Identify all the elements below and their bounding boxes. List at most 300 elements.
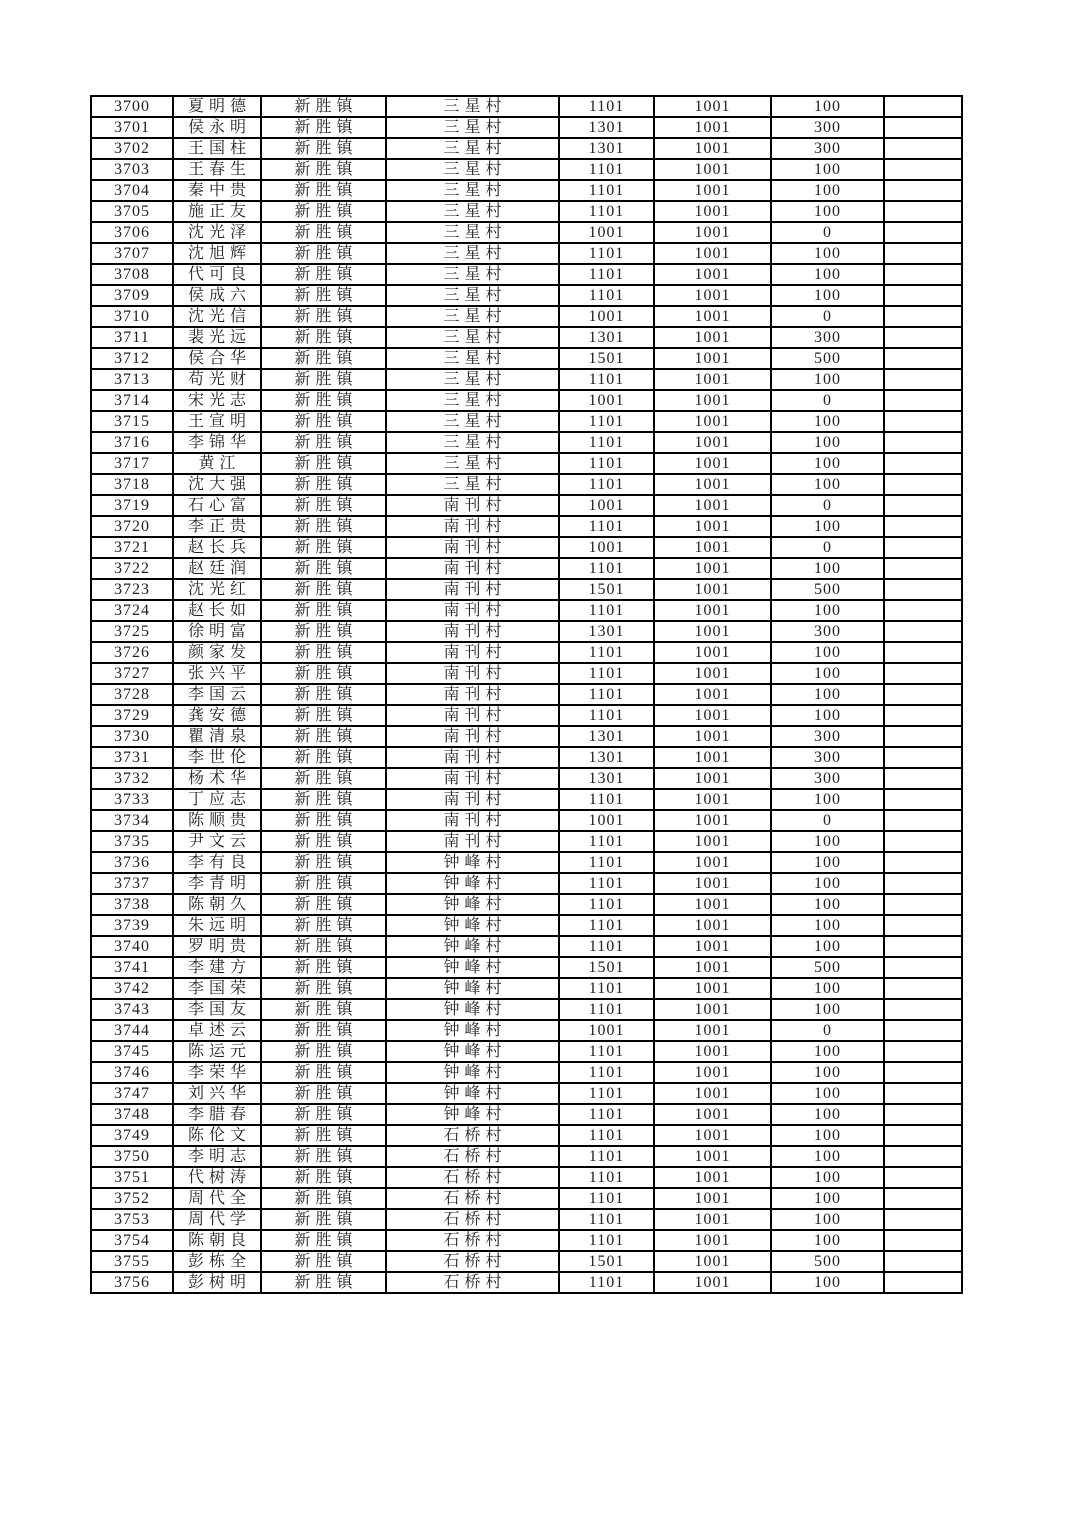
cell-blank [884, 789, 962, 810]
table-row [91, 1083, 962, 1104]
cell-index: 3713 [91, 369, 173, 390]
cell-amount-1: 1501 [559, 957, 654, 978]
cell-amount-1: 1001 [559, 222, 654, 243]
table-row [91, 1020, 962, 1041]
cell-town: 新胜镇 [261, 873, 386, 894]
cell-village: 三星村 [386, 369, 559, 390]
cell-index: 3734 [91, 810, 173, 831]
cell-blank [884, 642, 962, 663]
cell-index: 3717 [91, 453, 173, 474]
cell-amount-1: 1501 [559, 1251, 654, 1272]
table-row [91, 957, 962, 978]
table-row [91, 495, 962, 516]
cell-village: 南刊村 [386, 621, 559, 642]
cell-amount-1: 1101 [559, 1062, 654, 1083]
table-row [91, 1230, 962, 1251]
cell-index: 3756 [91, 1272, 173, 1293]
cell-name: 夏明德 [173, 96, 261, 117]
table-row [91, 222, 962, 243]
cell-town: 新胜镇 [261, 768, 386, 789]
cell-amount-2: 1001 [654, 621, 771, 642]
cell-name: 施正友 [173, 201, 261, 222]
cell-blank [884, 1062, 962, 1083]
cell-name: 彭树明 [173, 1272, 261, 1293]
cell-village: 石桥村 [386, 1230, 559, 1251]
cell-village: 钟峰村 [386, 915, 559, 936]
table-row [91, 663, 962, 684]
cell-village: 三星村 [386, 243, 559, 264]
cell-name: 王宣明 [173, 411, 261, 432]
cell-village: 钟峰村 [386, 1062, 559, 1083]
cell-village: 石桥村 [386, 1146, 559, 1167]
cell-amount-1: 1101 [559, 558, 654, 579]
roster-table [90, 95, 963, 1294]
table-row [91, 852, 962, 873]
cell-blank [884, 390, 962, 411]
cell-town: 新胜镇 [261, 999, 386, 1020]
cell-amount-2: 1001 [654, 306, 771, 327]
cell-name: 陈朝久 [173, 894, 261, 915]
cell-amount-2: 1001 [654, 978, 771, 999]
cell-town: 新胜镇 [261, 411, 386, 432]
cell-village: 石桥村 [386, 1125, 559, 1146]
cell-index: 3702 [91, 138, 173, 159]
cell-town: 新胜镇 [261, 180, 386, 201]
cell-village: 石桥村 [386, 1167, 559, 1188]
cell-name: 沈光红 [173, 579, 261, 600]
cell-blank [884, 1104, 962, 1125]
table-row [91, 180, 962, 201]
cell-village: 南刊村 [386, 600, 559, 621]
cell-index: 3701 [91, 117, 173, 138]
cell-town: 新胜镇 [261, 474, 386, 495]
cell-blank [884, 684, 962, 705]
cell-name: 尹文云 [173, 831, 261, 852]
cell-index: 3712 [91, 348, 173, 369]
table-row [91, 369, 962, 390]
cell-index: 3749 [91, 1125, 173, 1146]
table-row [91, 516, 962, 537]
cell-village: 南刊村 [386, 558, 559, 579]
cell-name: 颜家发 [173, 642, 261, 663]
cell-town: 新胜镇 [261, 579, 386, 600]
cell-town: 新胜镇 [261, 201, 386, 222]
cell-index: 3739 [91, 915, 173, 936]
cell-blank [884, 1083, 962, 1104]
cell-town: 新胜镇 [261, 894, 386, 915]
cell-village: 南刊村 [386, 642, 559, 663]
cell-amount-3: 100 [771, 978, 884, 999]
cell-blank [884, 1188, 962, 1209]
cell-index: 3723 [91, 579, 173, 600]
cell-amount-1: 1101 [559, 1188, 654, 1209]
table-row [91, 810, 962, 831]
cell-name: 李腊春 [173, 1104, 261, 1125]
cell-blank [884, 852, 962, 873]
cell-amount-2: 1001 [654, 642, 771, 663]
table-row [91, 621, 962, 642]
cell-amount-1: 1101 [559, 1041, 654, 1062]
cell-amount-3: 100 [771, 831, 884, 852]
cell-name: 黄江 [173, 453, 261, 474]
cell-amount-3: 100 [771, 663, 884, 684]
cell-amount-1: 1001 [559, 495, 654, 516]
cell-village: 三星村 [386, 159, 559, 180]
table-row [91, 684, 962, 705]
table-row [91, 243, 962, 264]
cell-amount-1: 1101 [559, 915, 654, 936]
cell-index: 3741 [91, 957, 173, 978]
cell-village: 三星村 [386, 411, 559, 432]
cell-name: 卓述云 [173, 1020, 261, 1041]
cell-index: 3742 [91, 978, 173, 999]
cell-index: 3748 [91, 1104, 173, 1125]
cell-amount-2: 1001 [654, 159, 771, 180]
cell-index: 3719 [91, 495, 173, 516]
cell-town: 新胜镇 [261, 915, 386, 936]
cell-amount-1: 1101 [559, 600, 654, 621]
cell-name: 彭栋全 [173, 1251, 261, 1272]
cell-town: 新胜镇 [261, 663, 386, 684]
cell-blank [884, 138, 962, 159]
cell-name: 陈朝良 [173, 1230, 261, 1251]
cell-name: 沈旭辉 [173, 243, 261, 264]
cell-amount-3: 0 [771, 390, 884, 411]
cell-village: 南刊村 [386, 579, 559, 600]
cell-village: 南刊村 [386, 789, 559, 810]
cell-amount-2: 1001 [654, 1230, 771, 1251]
cell-name: 侯永明 [173, 117, 261, 138]
cell-name: 杨术华 [173, 768, 261, 789]
cell-amount-1: 1301 [559, 138, 654, 159]
cell-amount-2: 1001 [654, 810, 771, 831]
cell-village: 三星村 [386, 348, 559, 369]
cell-amount-2: 1001 [654, 411, 771, 432]
cell-town: 新胜镇 [261, 1251, 386, 1272]
cell-blank [884, 369, 962, 390]
cell-blank [884, 936, 962, 957]
cell-amount-2: 1001 [654, 537, 771, 558]
cell-amount-1: 1001 [559, 810, 654, 831]
table-row [91, 831, 962, 852]
cell-village: 三星村 [386, 117, 559, 138]
cell-amount-2: 1001 [654, 453, 771, 474]
cell-town: 新胜镇 [261, 600, 386, 621]
cell-index: 3751 [91, 1167, 173, 1188]
cell-name: 赵长如 [173, 600, 261, 621]
cell-town: 新胜镇 [261, 432, 386, 453]
cell-village: 钟峰村 [386, 1104, 559, 1125]
cell-amount-3: 100 [771, 789, 884, 810]
cell-amount-3: 300 [771, 726, 884, 747]
cell-blank [884, 1020, 962, 1041]
cell-village: 三星村 [386, 306, 559, 327]
cell-name: 李青明 [173, 873, 261, 894]
cell-amount-3: 0 [771, 537, 884, 558]
cell-amount-3: 100 [771, 201, 884, 222]
cell-blank [884, 537, 962, 558]
cell-blank [884, 600, 962, 621]
cell-amount-3: 100 [771, 915, 884, 936]
cell-town: 新胜镇 [261, 1041, 386, 1062]
cell-amount-2: 1001 [654, 117, 771, 138]
cell-village: 钟峰村 [386, 999, 559, 1020]
cell-index: 3704 [91, 180, 173, 201]
cell-amount-1: 1301 [559, 327, 654, 348]
cell-blank [884, 1041, 962, 1062]
cell-name: 李正贵 [173, 516, 261, 537]
cell-name: 陈运元 [173, 1041, 261, 1062]
cell-amount-1: 1101 [559, 201, 654, 222]
cell-village: 三星村 [386, 264, 559, 285]
cell-town: 新胜镇 [261, 222, 386, 243]
cell-name: 李荣华 [173, 1062, 261, 1083]
cell-amount-2: 1001 [654, 1209, 771, 1230]
cell-village: 钟峰村 [386, 1083, 559, 1104]
cell-index: 3737 [91, 873, 173, 894]
cell-blank [884, 453, 962, 474]
cell-amount-3: 100 [771, 999, 884, 1020]
cell-name: 苟光财 [173, 369, 261, 390]
cell-index: 3720 [91, 516, 173, 537]
cell-amount-3: 100 [771, 894, 884, 915]
table-row [91, 1167, 962, 1188]
cell-amount-3: 100 [771, 180, 884, 201]
cell-blank [884, 201, 962, 222]
cell-amount-2: 1001 [654, 1167, 771, 1188]
cell-amount-3: 100 [771, 1188, 884, 1209]
cell-index: 3747 [91, 1083, 173, 1104]
cell-town: 新胜镇 [261, 558, 386, 579]
table-row [91, 978, 962, 999]
cell-blank [884, 1167, 962, 1188]
cell-town: 新胜镇 [261, 243, 386, 264]
cell-blank [884, 411, 962, 432]
cell-amount-3: 100 [771, 873, 884, 894]
cell-town: 新胜镇 [261, 621, 386, 642]
cell-amount-1: 1101 [559, 285, 654, 306]
cell-amount-2: 1001 [654, 138, 771, 159]
cell-blank [884, 1125, 962, 1146]
cell-amount-2: 1001 [654, 201, 771, 222]
cell-town: 新胜镇 [261, 1104, 386, 1125]
cell-amount-3: 300 [771, 138, 884, 159]
cell-blank [884, 831, 962, 852]
cell-amount-2: 1001 [654, 327, 771, 348]
cell-index: 3744 [91, 1020, 173, 1041]
table-row [91, 726, 962, 747]
cell-name: 张兴平 [173, 663, 261, 684]
cell-amount-3: 100 [771, 432, 884, 453]
cell-amount-1: 1101 [559, 642, 654, 663]
table-row [91, 789, 962, 810]
cell-village: 石桥村 [386, 1251, 559, 1272]
cell-village: 钟峰村 [386, 1020, 559, 1041]
cell-village: 南刊村 [386, 726, 559, 747]
table-row [91, 747, 962, 768]
cell-amount-3: 100 [771, 1209, 884, 1230]
cell-index: 3706 [91, 222, 173, 243]
cell-index: 3726 [91, 642, 173, 663]
cell-amount-3: 100 [771, 369, 884, 390]
cell-name: 石心富 [173, 495, 261, 516]
cell-blank [884, 474, 962, 495]
cell-blank [884, 999, 962, 1020]
cell-blank [884, 705, 962, 726]
cell-amount-3: 500 [771, 957, 884, 978]
cell-blank [884, 264, 962, 285]
cell-name: 龚安德 [173, 705, 261, 726]
cell-amount-3: 100 [771, 474, 884, 495]
cell-amount-1: 1101 [559, 159, 654, 180]
cell-amount-2: 1001 [654, 768, 771, 789]
cell-name: 李国友 [173, 999, 261, 1020]
cell-village: 钟峰村 [386, 957, 559, 978]
cell-amount-3: 100 [771, 1146, 884, 1167]
cell-blank [884, 558, 962, 579]
cell-amount-1: 1001 [559, 537, 654, 558]
table-row [91, 537, 962, 558]
table-row [91, 1104, 962, 1125]
cell-amount-3: 100 [771, 1272, 884, 1293]
cell-amount-1: 1101 [559, 1272, 654, 1293]
cell-town: 新胜镇 [261, 264, 386, 285]
cell-amount-2: 1001 [654, 852, 771, 873]
cell-village: 三星村 [386, 138, 559, 159]
cell-town: 新胜镇 [261, 1230, 386, 1251]
table-row [91, 117, 962, 138]
cell-town: 新胜镇 [261, 978, 386, 999]
cell-index: 3729 [91, 705, 173, 726]
cell-blank [884, 306, 962, 327]
cell-amount-2: 1001 [654, 663, 771, 684]
cell-amount-1: 1101 [559, 411, 654, 432]
cell-amount-2: 1001 [654, 474, 771, 495]
cell-blank [884, 1209, 962, 1230]
cell-blank [884, 1230, 962, 1251]
cell-blank [884, 1146, 962, 1167]
cell-amount-1: 1101 [559, 936, 654, 957]
table-row [91, 558, 962, 579]
cell-amount-1: 1101 [559, 831, 654, 852]
table-row [91, 390, 962, 411]
cell-amount-1: 1101 [559, 1125, 654, 1146]
cell-amount-3: 500 [771, 1251, 884, 1272]
cell-amount-3: 0 [771, 1020, 884, 1041]
cell-name: 瞿清泉 [173, 726, 261, 747]
cell-index: 3709 [91, 285, 173, 306]
cell-blank [884, 327, 962, 348]
cell-amount-2: 1001 [654, 999, 771, 1020]
cell-village: 南刊村 [386, 768, 559, 789]
cell-amount-3: 300 [771, 621, 884, 642]
cell-name: 陈顺贵 [173, 810, 261, 831]
cell-index: 3732 [91, 768, 173, 789]
table-row [91, 1125, 962, 1146]
cell-index: 3724 [91, 600, 173, 621]
cell-amount-3: 100 [771, 96, 884, 117]
cell-blank [884, 348, 962, 369]
cell-village: 三星村 [386, 285, 559, 306]
cell-amount-1: 1101 [559, 96, 654, 117]
cell-name: 代树涛 [173, 1167, 261, 1188]
cell-amount-3: 100 [771, 684, 884, 705]
cell-amount-2: 1001 [654, 726, 771, 747]
cell-amount-3: 300 [771, 117, 884, 138]
cell-name: 沈光信 [173, 306, 261, 327]
cell-amount-2: 1001 [654, 516, 771, 537]
cell-town: 新胜镇 [261, 810, 386, 831]
cell-blank [884, 621, 962, 642]
cell-town: 新胜镇 [261, 390, 386, 411]
cell-amount-3: 100 [771, 1125, 884, 1146]
cell-town: 新胜镇 [261, 1272, 386, 1293]
cell-town: 新胜镇 [261, 327, 386, 348]
table-row [91, 1146, 962, 1167]
cell-town: 新胜镇 [261, 957, 386, 978]
cell-town: 新胜镇 [261, 159, 386, 180]
table-row [91, 642, 962, 663]
cell-amount-1: 1001 [559, 306, 654, 327]
table-row [91, 768, 962, 789]
cell-amount-2: 1001 [654, 558, 771, 579]
cell-index: 3700 [91, 96, 173, 117]
cell-index: 3736 [91, 852, 173, 873]
cell-village: 石桥村 [386, 1272, 559, 1293]
cell-amount-1: 1001 [559, 390, 654, 411]
cell-town: 新胜镇 [261, 831, 386, 852]
cell-amount-3: 500 [771, 579, 884, 600]
table-row [91, 1041, 962, 1062]
cell-index: 3705 [91, 201, 173, 222]
table-row [91, 1188, 962, 1209]
cell-amount-2: 1001 [654, 894, 771, 915]
cell-amount-1: 1101 [559, 663, 654, 684]
cell-amount-3: 0 [771, 222, 884, 243]
cell-blank [884, 432, 962, 453]
cell-town: 新胜镇 [261, 138, 386, 159]
table-row [91, 936, 962, 957]
cell-amount-2: 1001 [654, 1125, 771, 1146]
table-row [91, 873, 962, 894]
cell-index: 3703 [91, 159, 173, 180]
cell-village: 石桥村 [386, 1209, 559, 1230]
cell-name: 赵廷润 [173, 558, 261, 579]
cell-name: 周代全 [173, 1188, 261, 1209]
cell-amount-2: 1001 [654, 348, 771, 369]
cell-village: 南刊村 [386, 705, 559, 726]
cell-amount-2: 1001 [654, 1083, 771, 1104]
cell-amount-3: 100 [771, 600, 884, 621]
cell-town: 新胜镇 [261, 516, 386, 537]
cell-blank [884, 663, 962, 684]
cell-name: 徐明富 [173, 621, 261, 642]
cell-blank [884, 978, 962, 999]
table-row [91, 201, 962, 222]
cell-amount-1: 1501 [559, 348, 654, 369]
cell-town: 新胜镇 [261, 1083, 386, 1104]
cell-village: 南刊村 [386, 747, 559, 768]
cell-index: 3710 [91, 306, 173, 327]
cell-index: 3735 [91, 831, 173, 852]
cell-amount-2: 1001 [654, 684, 771, 705]
cell-index: 3745 [91, 1041, 173, 1062]
cell-town: 新胜镇 [261, 453, 386, 474]
cell-amount-2: 1001 [654, 222, 771, 243]
cell-amount-1: 1101 [559, 789, 654, 810]
cell-amount-2: 1001 [654, 432, 771, 453]
cell-amount-1: 1101 [559, 894, 654, 915]
